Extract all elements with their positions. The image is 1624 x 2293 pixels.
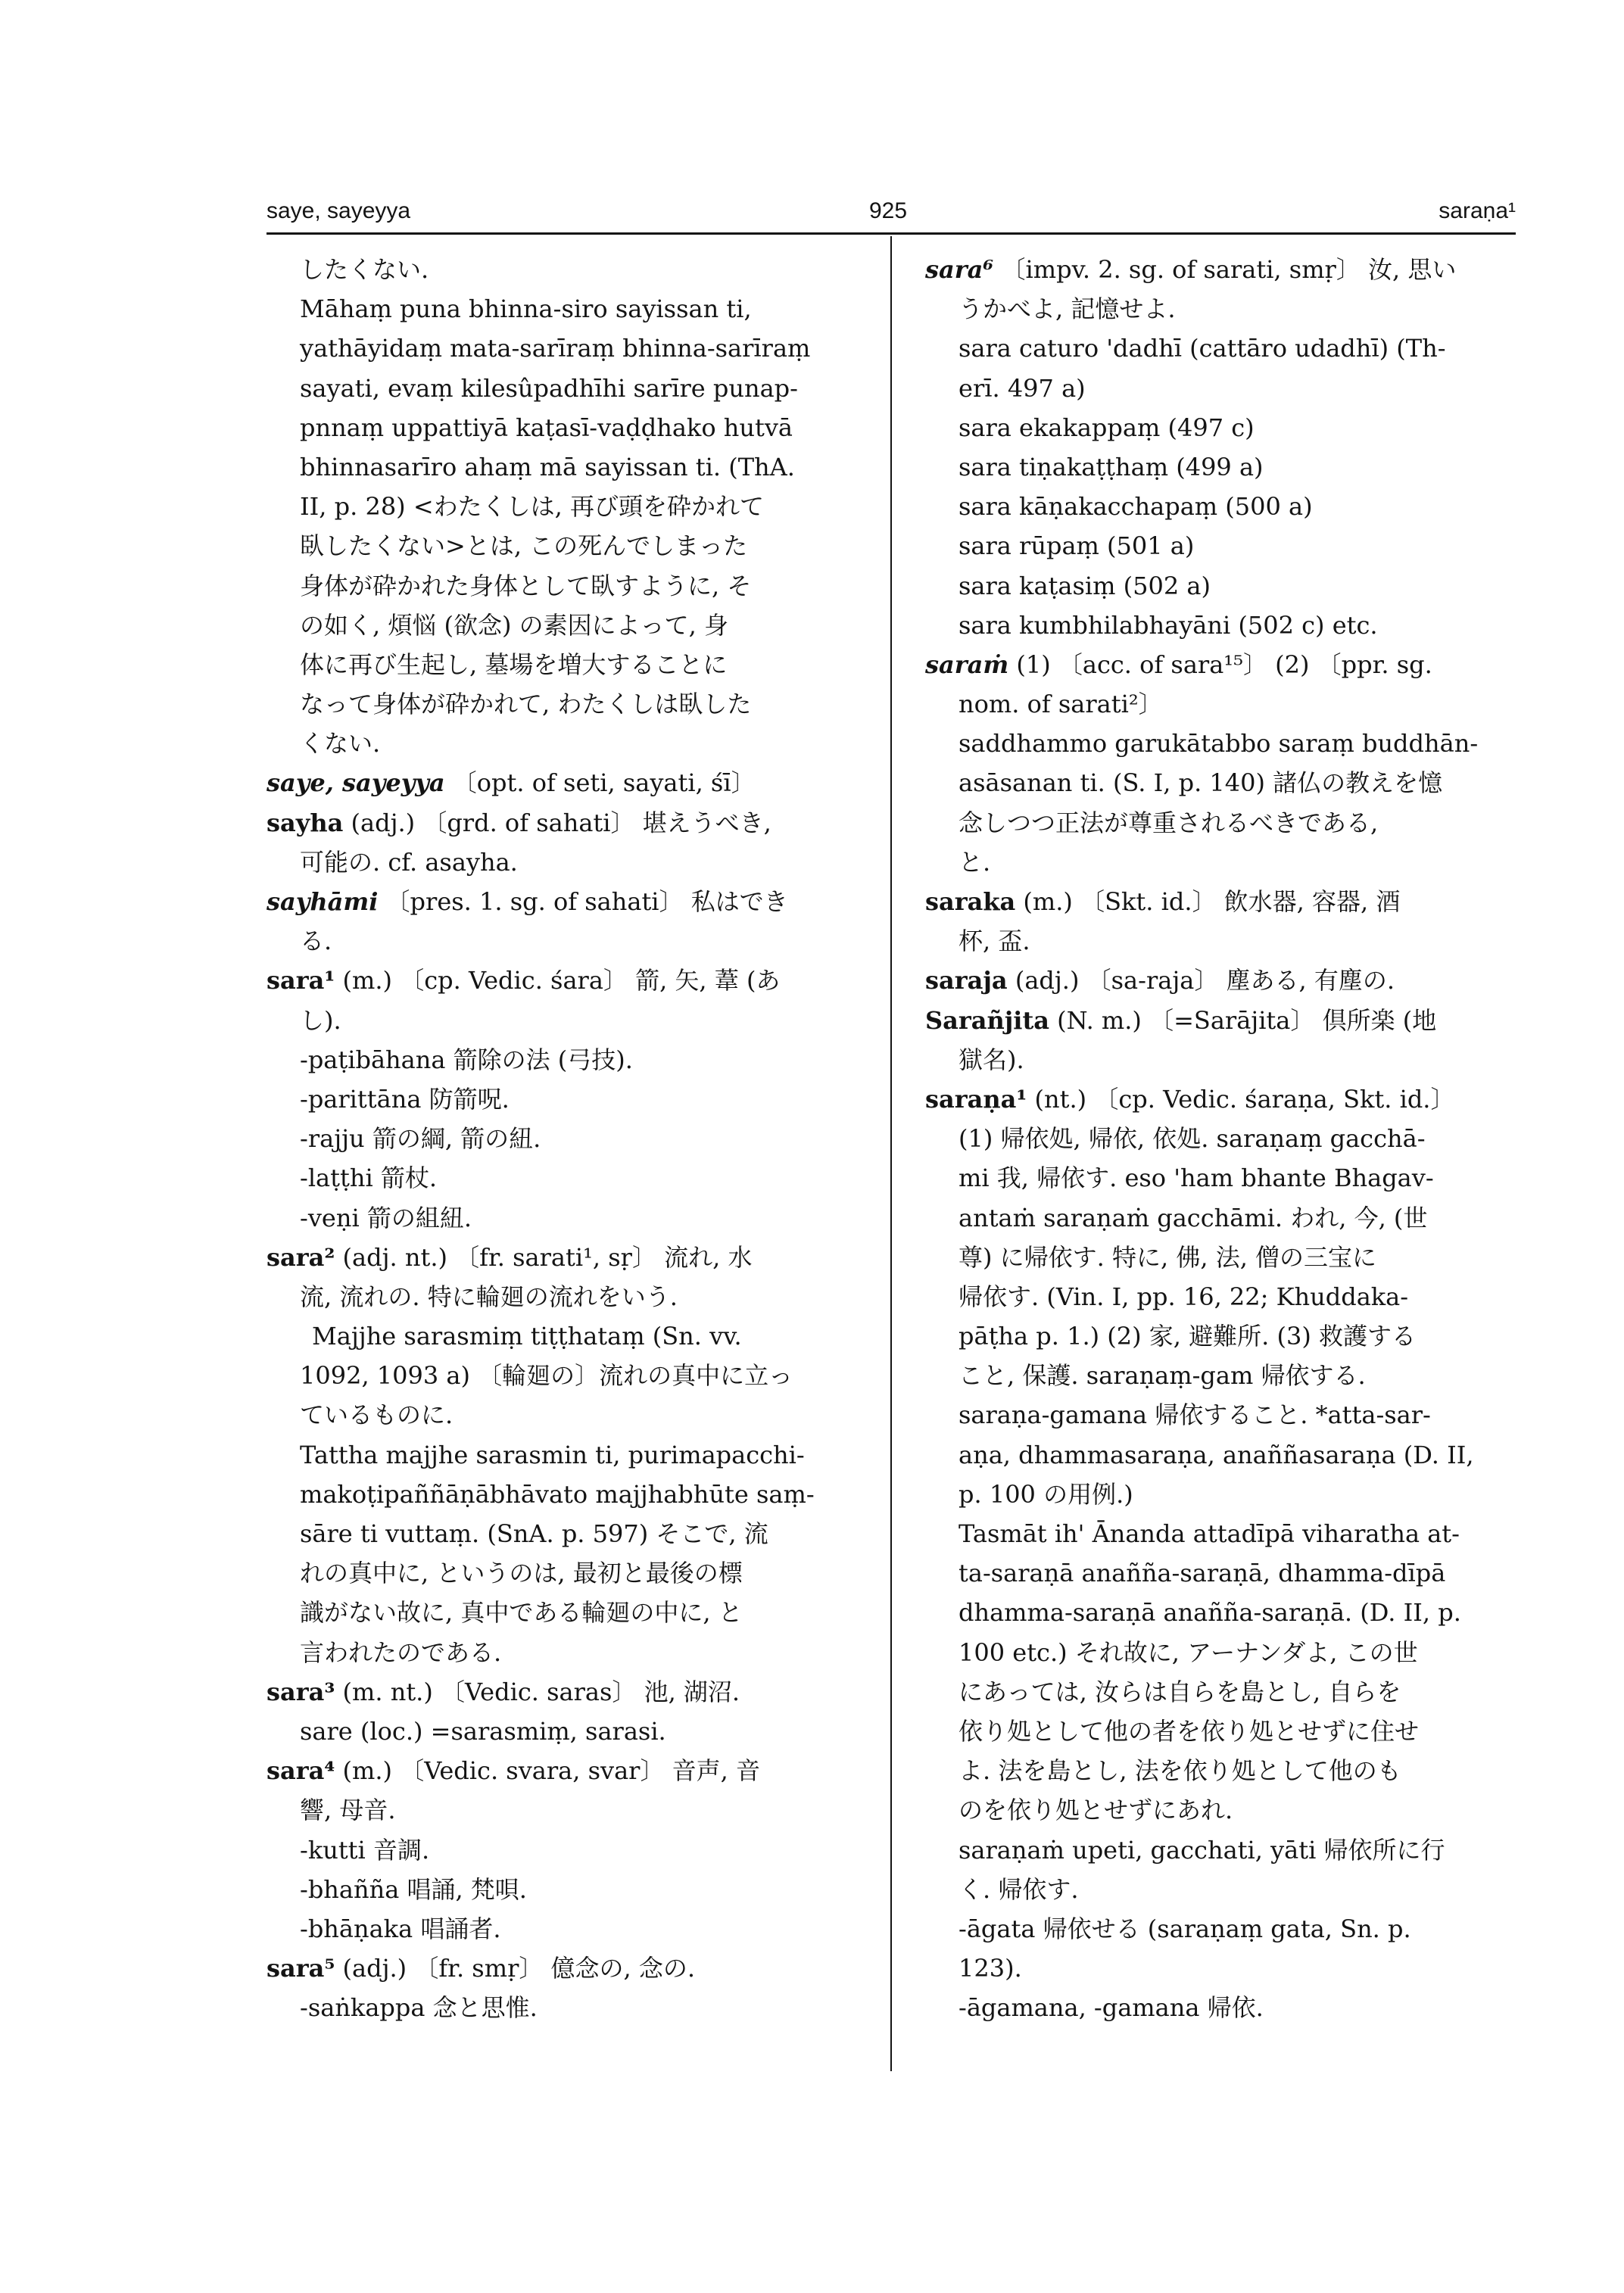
running-head-left: saye, sayeyya <box>267 198 411 223</box>
entry-text: (adj.) 〔fr. smṛ〕 億念の, 念の. <box>342 1954 696 1983</box>
text-line: 言われたのである. <box>300 1637 502 1667</box>
text-line: saddhammo garukātabbo saraṃ buddhān- <box>959 729 1479 759</box>
text-line: ているものに. <box>300 1400 454 1430</box>
compound-line: -saṅkappa 念と思惟. <box>300 1993 538 2023</box>
headword: saraka <box>925 887 1016 916</box>
page-number: 925 <box>869 198 908 223</box>
compound-line: -bhañña 唱誦, 梵唄. <box>300 1874 527 1904</box>
compound-line: -āgamana, -gamana 帰依. <box>959 1993 1264 2023</box>
entry-line <box>267 882 865 921</box>
entry-text: 〔opt. of seti, sayati, śī〕 <box>452 768 756 798</box>
text-line: 1092, 1093 a) 〔輪廻の〕流れの真中に立っ <box>300 1361 793 1391</box>
text-line: Majjhe sarasmiṃ tiṭṭhataṃ (Sn. vv. <box>312 1322 742 1351</box>
text-line: p. 100 の用例.) <box>959 1479 1133 1509</box>
text-line: 100 etc.) それ故に, アーナンダよ, この世 <box>959 1637 1418 1667</box>
text-line: sara kāṇakacchapaṃ (500 a) <box>959 492 1313 522</box>
text-line: bhinnasarīro ahaṃ mā sayissan ti. (ThA. <box>300 452 795 481</box>
text-line: 念しつつ正法が尊重されるべきである, <box>959 808 1379 837</box>
headword: saye, sayeyya <box>267 768 445 798</box>
column-divider <box>890 236 892 2071</box>
entry-line <box>925 250 1516 289</box>
headword: sara¹ <box>267 966 335 995</box>
text-line: の如く, 煩悩 (欲念) の素因によって, 身 <box>300 610 729 640</box>
text-line: saraṇaṁ upeti, gacchati, yāti 帰依所に行 <box>959 1835 1445 1865</box>
text-line: asāsanan ti. (S. I, p. 140) 諸仏の教えを憶 <box>959 768 1443 798</box>
text-line: makoṭipaññāṇābhāvato majjhabhūte saṃ- <box>300 1479 815 1509</box>
text-line: mi 我, 帰依す. eso 'ham bhante Bhagav- <box>959 1164 1434 1193</box>
entry-text: (m.) 〔cp. Vedic. śara〕 箭, 矢, 葦 (あ <box>342 966 781 995</box>
compound-line: -veṇi 箭の組紐. <box>300 1203 472 1232</box>
entry-line <box>925 961 1516 1000</box>
entry-text: (N. m.) 〔=Sarājita〕 倶所楽 (地 <box>1057 1005 1437 1035</box>
right-column <box>925 250 1516 2027</box>
text-line: にあっては, 汝らは自らを島とし, 自らを <box>959 1677 1401 1706</box>
text-line: sara kaṭasiṃ (502 a) <box>959 571 1211 600</box>
entry-line <box>925 645 1516 684</box>
text-line: 識がない故に, 真中である輪廻の中に, と <box>300 1598 743 1628</box>
text-line: 流, 流れの. 特に輪廻の流れをいう. <box>300 1282 678 1311</box>
entry-line <box>267 803 865 843</box>
text-line: pāṭha p. 1.) (2) 家, 避難所. (3) 救護する <box>959 1322 1416 1351</box>
headword: Sarañjita <box>925 1005 1049 1035</box>
entry-text: (1) 〔acc. of sara¹⁵〕 (2) 〔ppr. sg. <box>1016 650 1432 679</box>
headword: sara⁵ <box>267 1954 335 1983</box>
entry-line <box>925 882 1516 921</box>
entry-text: (m.) 〔Skt. id.〕 飲水器, 容器, 酒 <box>1023 887 1401 916</box>
entry-line <box>267 1949 865 1988</box>
text-line: したくない. <box>300 255 429 284</box>
text-line: し). <box>300 1005 341 1035</box>
entry-text: (adj. nt.) 〔fr. sarati¹, sṛ〕 流れ, 水 <box>342 1242 753 1272</box>
headword: sara⁴ <box>267 1756 335 1786</box>
headword: sayhāmi <box>267 887 379 916</box>
text-line: Māhaṃ puna bhinna-siro sayissan ti, <box>300 294 752 324</box>
text-line: 尊) に帰依す. 特に, 佛, 法, 僧の三宝に <box>959 1242 1377 1272</box>
text-line: aṇa, dhammasaraṇa, anaññasaraṇa (D. II, <box>959 1440 1474 1469</box>
text-line: 杯, 盃. <box>959 927 1030 956</box>
text-line: antaṁ saraṇaṁ gacchāmi. われ, 今, (世 <box>959 1203 1428 1232</box>
text-line: と. <box>959 847 991 877</box>
text-line: く. 帰依す. <box>959 1874 1079 1904</box>
running-head-right: saraṇa¹ <box>1439 198 1516 223</box>
headword: sara² <box>267 1242 335 1272</box>
compound-line: -āgata 帰依せる (saraṇaṃ gata, Sn. p. <box>959 1914 1411 1943</box>
compound-line: -kutti 音調. <box>300 1835 430 1865</box>
compound-line: -laṭṭhi 箭杖. <box>300 1164 438 1193</box>
entry-line <box>925 1001 1516 1040</box>
text-line: sayati, evaṃ kilesûpadhīhi sarīre punap- <box>300 373 798 403</box>
entry-text: 〔impv. 2. sg. of sarati, smṛ〕 汝, 思い <box>1001 255 1457 284</box>
text-line: 身体が砕かれた身体として臥すように, そ <box>300 571 752 600</box>
compound-line: -paṭibāhana 箭除の法 (弓技). <box>300 1045 633 1074</box>
text-line: II, p. 28) <わたくしは, 再び頭を砕かれて <box>300 492 764 522</box>
text-line: 可能の. cf. asayha. <box>300 847 518 877</box>
text-line: よ. 法を島とし, 法を依り処として他のも <box>959 1756 1401 1786</box>
headword: saraṇa¹ <box>925 1084 1027 1114</box>
text-line: れの真中に, というのは, 最初と最後の標 <box>300 1559 743 1588</box>
entry-text: (m. nt.) 〔Vedic. saras〕 池, 湖沼. <box>342 1677 740 1706</box>
text-line: sara ekakappaṃ (497 c) <box>959 413 1255 442</box>
text-line: sāre ti vuttaṃ. (SnA. p. 597) そこで, 流 <box>300 1519 768 1548</box>
headword: saraṁ <box>925 650 1009 679</box>
text-line: のを依り処とせずにあれ. <box>959 1796 1233 1825</box>
text-line: pnnaṃ uppattiyā kaṭasī-vaḍḍhako hutvā <box>300 413 793 442</box>
headword: saraja <box>925 966 1008 995</box>
text-line: 獄名). <box>959 1045 1024 1074</box>
text-line: nom. of sarati²〕 <box>959 690 1163 719</box>
text-line: sara rūpaṃ (501 a) <box>959 531 1195 561</box>
text-line: くない. <box>300 729 381 759</box>
text-line: ta-saraṇā anañña-saraṇā, dhamma-dīpā <box>959 1559 1446 1588</box>
entry-text: (nt.) 〔cp. Vedic. śaraṇa, Skt. id.〕 <box>1034 1084 1455 1114</box>
text-line: (1) 帰依処, 帰依, 依処. saraṇaṃ gacchā- <box>959 1124 1426 1154</box>
text-line: 依り処として他の者を依り処とせずに住せ <box>959 1716 1420 1746</box>
text-line: Tasmāt ih' Ānanda attadīpā viharatha at- <box>959 1519 1460 1548</box>
entry-line <box>267 1238 865 1277</box>
entry-line <box>925 1080 1516 1119</box>
text-line: sara caturo 'dadhī (cattāro udadhī) (Th- <box>959 334 1446 363</box>
entry-line <box>267 961 865 1000</box>
text-line: うかべよ, 記憶せよ. <box>959 294 1176 324</box>
headword: sara⁶ <box>925 255 994 284</box>
headword: sara³ <box>267 1677 335 1706</box>
text-line: sare (loc.) =sarasmiṃ, sarasi. <box>300 1716 666 1746</box>
compound-line: -rajju 箭の綱, 箭の紐. <box>300 1124 541 1154</box>
page-header <box>267 198 1516 236</box>
header-rule <box>267 232 1516 235</box>
entry-text: (m.) 〔Vedic. svara, svar〕 音声, 音 <box>342 1756 760 1786</box>
text-line: 123). <box>959 1954 1022 1983</box>
text-line: yathāyidaṃ mata-sarīraṃ bhinna-sarīraṃ <box>300 334 811 363</box>
entry-line <box>267 1751 865 1790</box>
text-line: dhamma-saraṇā anañña-saraṇā. (D. II, p. <box>959 1598 1461 1628</box>
text-line: sara kumbhilabhayāni (502 c) etc. <box>959 610 1378 640</box>
entry-text: 〔pres. 1. sg. of sahati〕 私はでき <box>385 887 788 916</box>
text-line: 帰依す. (Vin. I, pp. 16, 22; Khuddaka- <box>959 1282 1409 1311</box>
text-line: る. <box>300 927 332 956</box>
text-line: なって身体が砕かれて, わたくしは臥した <box>300 690 752 719</box>
entry-line <box>267 763 865 802</box>
headword: sayha <box>267 808 344 837</box>
left-column <box>267 250 865 2027</box>
entry-text: (adj.) 〔sa-raja〕 塵ある, 有塵の. <box>1015 966 1395 995</box>
text-line: Tattha majjhe sarasmin ti, purimapacchi- <box>300 1440 805 1469</box>
text-line: 体に再び生起し, 墓場を増大することに <box>300 650 728 679</box>
text-line: こと, 保護. saraṇaṃ-gam 帰依する. <box>959 1361 1366 1391</box>
compound-line: -bhāṇaka 唱誦者. <box>300 1914 501 1943</box>
entry-text: (adj.) 〔grd. of sahati〕 堪えうべき, <box>351 808 771 837</box>
text-line: erī. 497 a) <box>959 373 1086 403</box>
text-line: saraṇa-gamana 帰依すること. *atta-sar- <box>959 1400 1431 1430</box>
entry-line <box>267 1672 865 1712</box>
text-line: 臥したくない>とは, この死んでしまった <box>300 531 748 561</box>
compound-line: -parittāna 防箭呪. <box>300 1084 510 1114</box>
text-line: 響, 母音. <box>300 1796 396 1825</box>
text-line: sara tiṇakaṭṭhaṃ (499 a) <box>959 452 1264 481</box>
